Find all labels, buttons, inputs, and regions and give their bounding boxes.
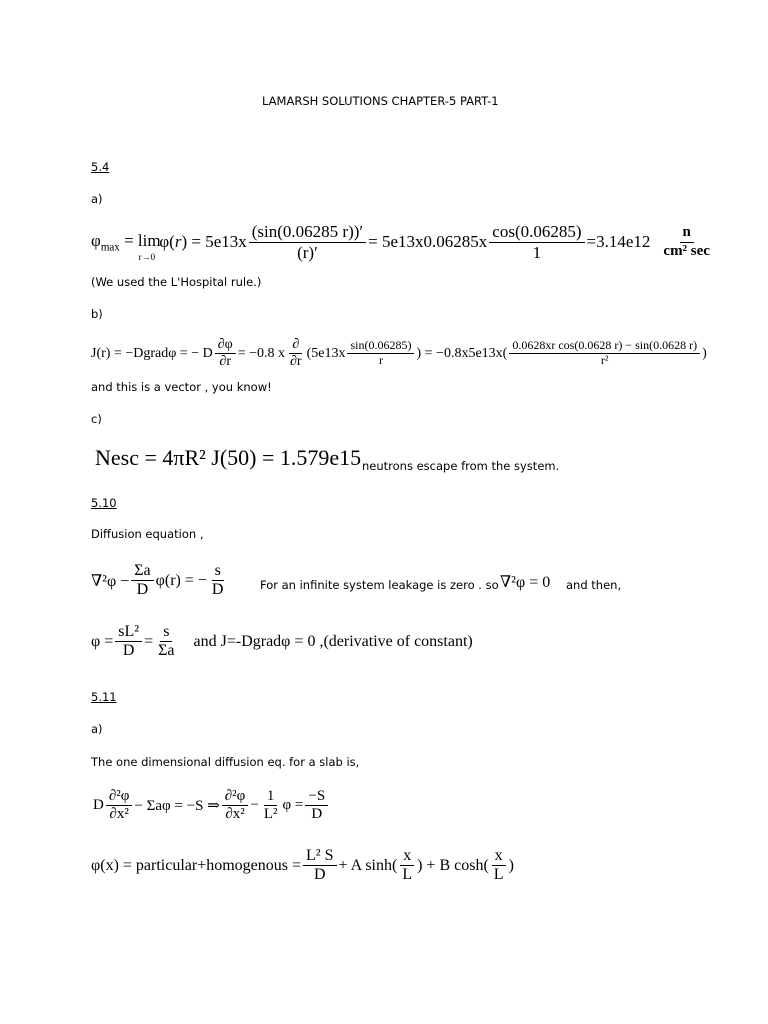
equation-5-4-a: $\varphi_{max} = \lim$ r→0 φ(r) = 5e13x $\frac{(\sin(0.06285 r))'}{(r)'}$ = 5e13x0.06285x $\frac{\cos(0.06285)}{1}$ =3.14e12 $\frac{n}{\text{cm² sec}}$ [91,222,715,262]
lhospital-note: (We used the L'Hospital rule.) [91,275,262,289]
eq-lhs: $\varphi_{max} = \lim$ [91,230,161,254]
part-a-label-5-11: a) [91,722,103,736]
and-then-text: and then, [566,578,622,592]
equation-5-11-b: φ(x) = particular+homogenous = $\frac{\text{L² S}}{D}$ + A sinh( $\frac{x}{L}$ ) + B cosh( $\frac{x}{L}$ ) [91,847,514,884]
laplacian-zero: ∇²φ = 0 [500,574,551,591]
section-heading-5-4: 5.4 [91,160,110,174]
eq-unit-fraction: $\frac{n}{\text{cm² sec}}$ [663,224,710,259]
part-c-label: c) [91,412,102,426]
equation-5-10-b: φ = $\frac{\text{sL²}}{D}$ = $\frac{s}{\Sigma a}$ and J=-Dgradφ = 0 ,(derivative of constant) [91,623,473,660]
lim-subscript: r→0 [138,252,156,263]
page-title: LAMARSH SOLUTIONS CHAPTER-5 PART-1 [262,94,499,108]
equation-5-10-a: ∇²φ − $\frac{\Sigma a}{D}$ φ(r) = − $\frac{s}{D}$ [91,562,224,599]
slab-intro: The one dimensional diffusion eq. for a slab is, [91,755,360,769]
section-heading-5-10: 5.10 [91,496,117,510]
section-heading-5-11: 5.11 [91,690,117,704]
eq-fraction-1: $\frac{(\sin(0.06285 r))'}{(r)'}$ [249,222,366,262]
equation-5-11-a: D $\frac{\text{∂²φ}}{\text{∂x²}}$ − Σaφ = −S ⇒ $\frac{\text{∂²φ}}{\text{∂x²}}$ − $\frac{1}{\text{L²}}$ φ = $\frac{-S}{D}$ [93,788,330,824]
eq-fraction-2: $\frac{\cos(0.06285)}{1}$ [489,222,584,262]
equation-5-4-c: Nesc = 4πR² J(50) = 1.579e15 [95,445,362,470]
infinite-system-text: For an infinite system leakage is zero . so [260,578,499,592]
vector-note: and this is a vector , you know! [91,380,272,394]
escape-note: neutrons escape from the system. [362,459,560,473]
equation-5-4-b: J(r) = −Dgradφ = − D $\frac{\partial\varphi}{\partial r}$ = −0.8 x $\frac{\partial}{\partial r}$ (5e13x $\frac{\sin(0.06285)}{r}$ ) = −0.8x5e13x( $\frac{\text{0.0628xr cos(0.0628 r) − sin(0.0628 r)}}{\text{r²}}$ ) [91,337,707,370]
part-a-label: a) [91,192,103,206]
part-b-label: b) [91,307,103,321]
diffusion-intro: Diffusion equation , [91,527,204,541]
